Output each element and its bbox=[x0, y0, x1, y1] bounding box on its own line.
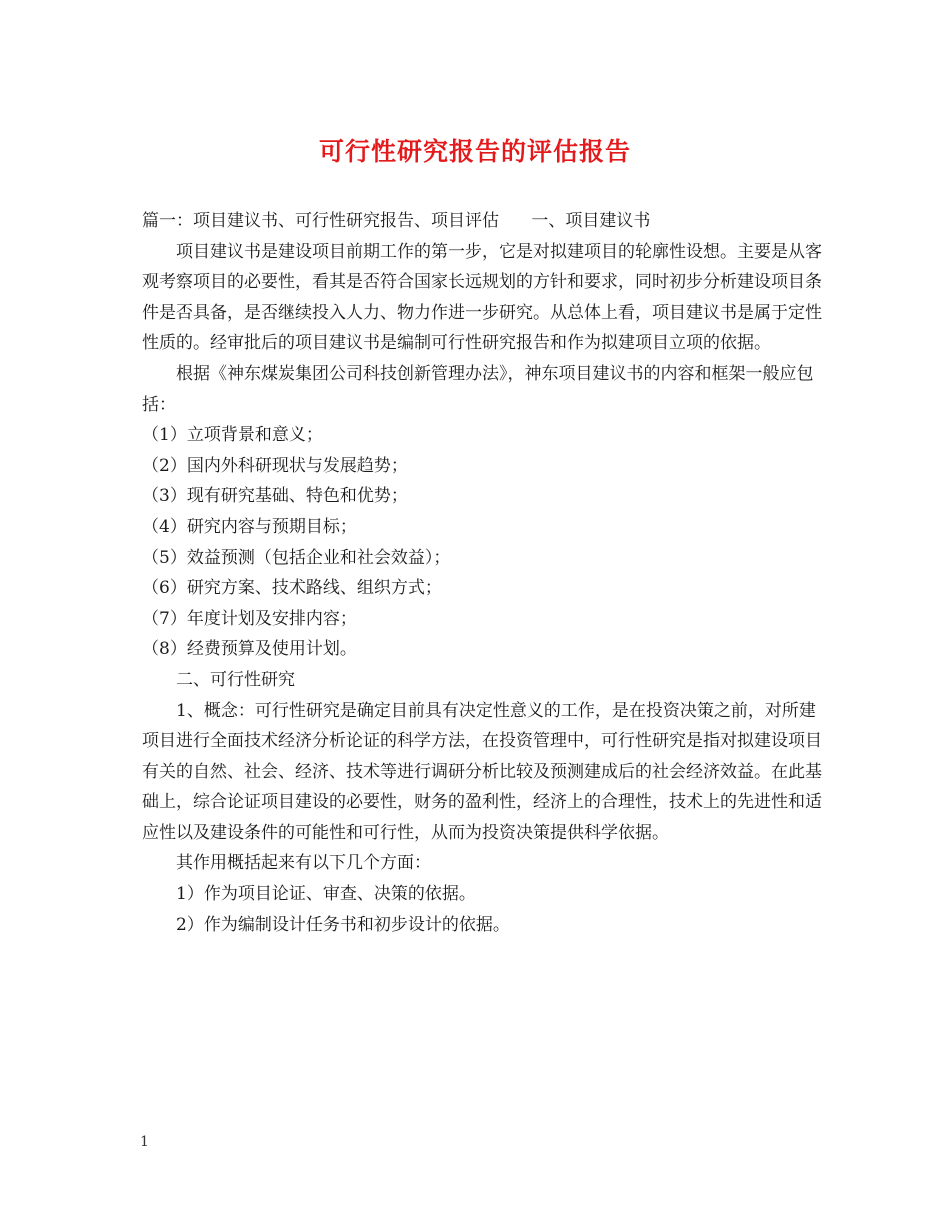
role-item: 1）作为项目论证、审查、决策的依据。 bbox=[176, 884, 476, 905]
section-heading-feasibility: 二、可行性研究 bbox=[176, 669, 295, 690]
paragraph-framework-intro: 根据《神东煤炭集团公司科技创新管理办法》，神东项目建议书的内容和框架一般应包括： bbox=[142, 363, 814, 415]
list-item: （5）效益预测（包括企业和社会效益）； bbox=[142, 547, 451, 568]
list-item: （6）研究方案、技术路线、组织方式； bbox=[142, 578, 442, 599]
list-item: （3）现有研究基础、特色和优势； bbox=[142, 486, 408, 507]
article-heading-line: 篇一：项目建议书、可行性研究报告、项目评估 一、项目建议书 bbox=[142, 211, 651, 231]
list-item: （1）立项背景和意义； bbox=[142, 425, 323, 446]
list-item: （2）国内外科研现状与发展趋势； bbox=[142, 455, 408, 476]
document-body bbox=[142, 206, 832, 940]
paragraph-project-proposal: 项目建议书是建设项目前期工作的第一步，它是对拟建项目的轮廓性设想。主要是从客观考察项目的必要性，看其是否符合国家长远规划的方针和要求，同时初步分析建设项目条件是否具备，是否继续投入人力、物力作进一步研究。从总体上看，项目建议书是属于定性性质的。经审批后的项目建议书是编制可行性研究报告和作为拟建项目立项的依据。 bbox=[142, 241, 822, 354]
paragraph-feasibility-concept: 1、概念：可行性研究是确定目前具有决定性意义的工作，是在投资决策之前，对所建项目进行全面技术经济分析论证的科学方法，在投资管理中，可行性研究是指对拟建设项目有关的自然、社会、经济、技术等进行调研分析比较及预测建成后的社会经济效益。在此基础上，综合论证项目建设的必要性，财务的盈利性，经济上的合理性，技术上的先进性和适应性以及建设条件的可能性和可行性，从而为投资决策提供科学依据。 bbox=[142, 700, 822, 843]
paragraph-roles-intro: 其作用概括起来有以下几个方面： bbox=[176, 853, 431, 874]
list-item: （4）研究内容与预期目标； bbox=[142, 516, 357, 537]
list-item: （8）经费预算及使用计划。 bbox=[142, 639, 357, 660]
role-item: 2）作为编制设计任务书和初步设计的依据。 bbox=[176, 914, 510, 935]
page-number: 1 bbox=[140, 1134, 149, 1150]
document-title: 可行性研究报告的评估报告 bbox=[318, 137, 631, 166]
list-item: （7）年度计划及安排内容； bbox=[142, 608, 357, 629]
